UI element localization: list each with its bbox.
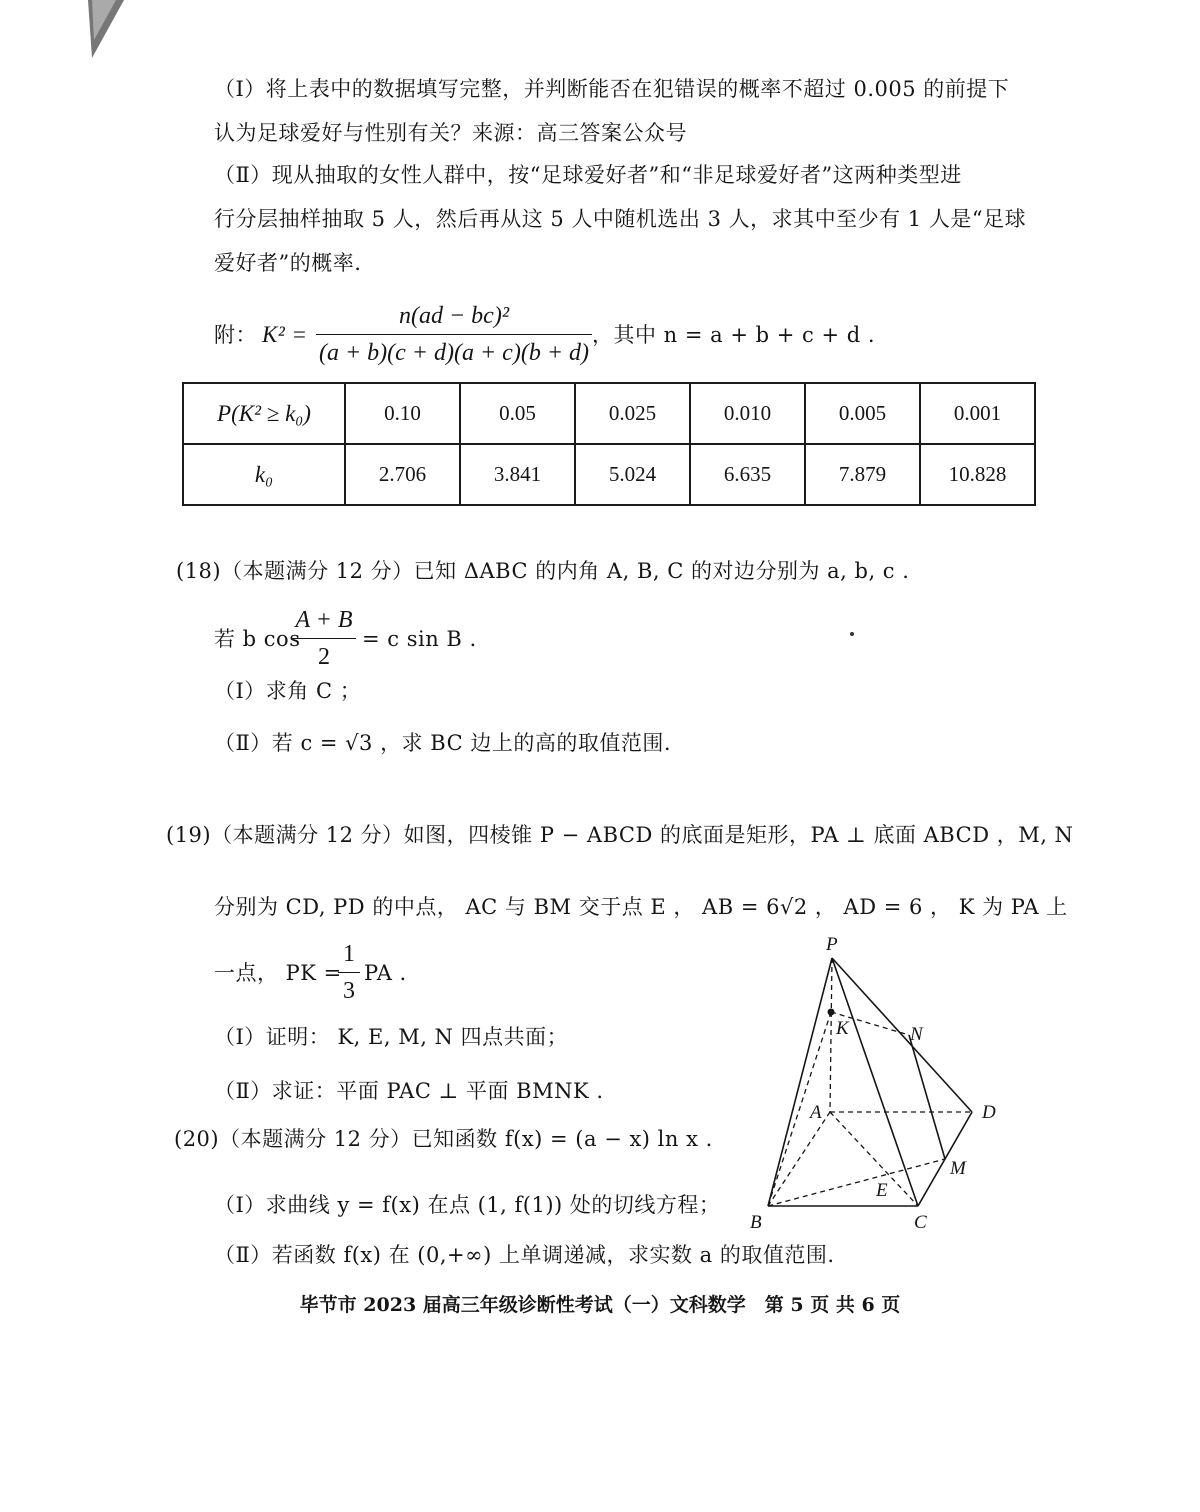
label-D: D <box>982 1102 996 1123</box>
label-P: P <box>826 934 838 955</box>
q19-line2: 分别为 CD, PD 的中点， AC 与 BM 交于点 E ， AB = 6√2 ， AD = 6 ， K 为 PA 上 <box>214 895 1068 919</box>
label-K: K <box>836 1018 849 1039</box>
q20-part1: （Ⅰ）求曲线 y = f(x) 在点 (1, f(1)) 处的切线方程； <box>214 1193 721 1217</box>
label-E: E <box>876 1180 888 1201</box>
q19-line3-post: PA . <box>364 961 407 985</box>
table-header-prob: P(K² ≥ k₀) <box>183 383 345 444</box>
critical-value-table <box>182 382 1036 506</box>
table-cell: 7.879 <box>805 444 920 505</box>
table-cell: 6.635 <box>690 444 805 505</box>
label-A: A <box>810 1102 822 1123</box>
page-footer: 毕节市 2023 届高三年级诊断性考试（一）文科数学 第 5 页 共 6 页 <box>299 1294 901 1316</box>
q18-part2: （Ⅱ）若 c = √3 ，求 BC 边上的高的取值范围. <box>214 731 671 755</box>
q19-line3-pre: 一点， PK = <box>214 961 342 985</box>
q19-fraction <box>338 938 360 1007</box>
label-M: M <box>950 1158 966 1179</box>
q18-cond-pre: 若 b cos <box>214 627 301 651</box>
q20-part2: （Ⅱ）若函数 f(x) 在 (0,+∞) 上单调递减，求实数 a 的取值范围. <box>214 1243 835 1267</box>
table-cell: 0.005 <box>805 383 920 444</box>
scan-speck <box>850 632 854 636</box>
label-B: B <box>750 1212 762 1230</box>
q17-part2-cont2: 爱好者”的概率. <box>214 251 362 275</box>
table-cell: 0.010 <box>690 383 805 444</box>
q17-part1-cont: 认为足球爱好与性别有关？来源：高三答案公众号 <box>214 121 687 145</box>
table-cell: 2.706 <box>345 444 460 505</box>
table-header-k0: k₀ <box>183 444 345 505</box>
q19-intro: (19)（本题满分 12 分）如图，四棱锥 P − ABCD 的底面是矩形，PA ⊥ 底面 ABCD ，M, N <box>166 823 1074 847</box>
table-cell: 10.828 <box>920 444 1035 505</box>
table-cell: 0.05 <box>460 383 575 444</box>
table-cell: 3.841 <box>460 444 575 505</box>
q19-line3-den: 3 <box>343 978 355 1004</box>
appendix-label: 附： <box>214 323 257 347</box>
q18-cond-num: A + B <box>295 607 353 633</box>
q18-fraction <box>292 604 356 673</box>
k2-numerator: n(ad − bc)² <box>398 303 510 329</box>
table-row <box>183 383 1035 444</box>
q18-intro: (18)（本题满分 12 分）已知 ΔABC 的内角 A, B, C 的对边分别为 a, b, c . <box>176 559 910 583</box>
label-C: C <box>914 1212 927 1230</box>
q17-part1: （Ⅰ）将上表中的数据填写完整，并判断能否在犯错误的概率不超过 0.005 的前提下 <box>214 77 1010 101</box>
table-row <box>183 444 1035 505</box>
q18-cond-post: = c sin B . <box>362 627 477 651</box>
k2-tail: ，其中 n = a + b + c + d . <box>592 323 876 347</box>
q19-line3-num: 1 <box>343 941 355 967</box>
table-cell: 5.024 <box>575 444 690 505</box>
q17-part2: （Ⅱ）现从抽取的女性人群中，按“足球爱好者”和“非足球爱好者”这两种类型进 <box>214 163 962 187</box>
q18-part1: （Ⅰ）求角 C ； <box>214 679 362 703</box>
table-cell: 0.025 <box>575 383 690 444</box>
q18-cond-den: 2 <box>318 644 330 670</box>
q20-intro: (20)（本题满分 12 分）已知函数 f(x) = (a − x) ln x . <box>174 1127 713 1151</box>
scan-corner-mark <box>88 0 128 60</box>
table-cell: 0.10 <box>345 383 460 444</box>
q19-part1: （Ⅰ）证明： K, E, M, N 四点共面； <box>214 1025 569 1049</box>
q19-part2: （Ⅱ）求证：平面 PAC ⊥ 平面 BMNK . <box>214 1079 604 1103</box>
label-N: N <box>910 1024 923 1045</box>
k2-fraction <box>316 300 592 369</box>
pyramid-figure <box>738 930 1018 1230</box>
k2-lhs: K² = <box>262 322 308 347</box>
table-cell: 0.001 <box>920 383 1035 444</box>
k2-denominator: (a + b)(c + d)(a + c)(b + d) <box>318 340 590 366</box>
q17-part2-cont1: 行分层抽样抽取 5 人，然后再从这 5 人中随机选出 3 人，求其中至少有 1 人是“足球 <box>214 207 1027 231</box>
